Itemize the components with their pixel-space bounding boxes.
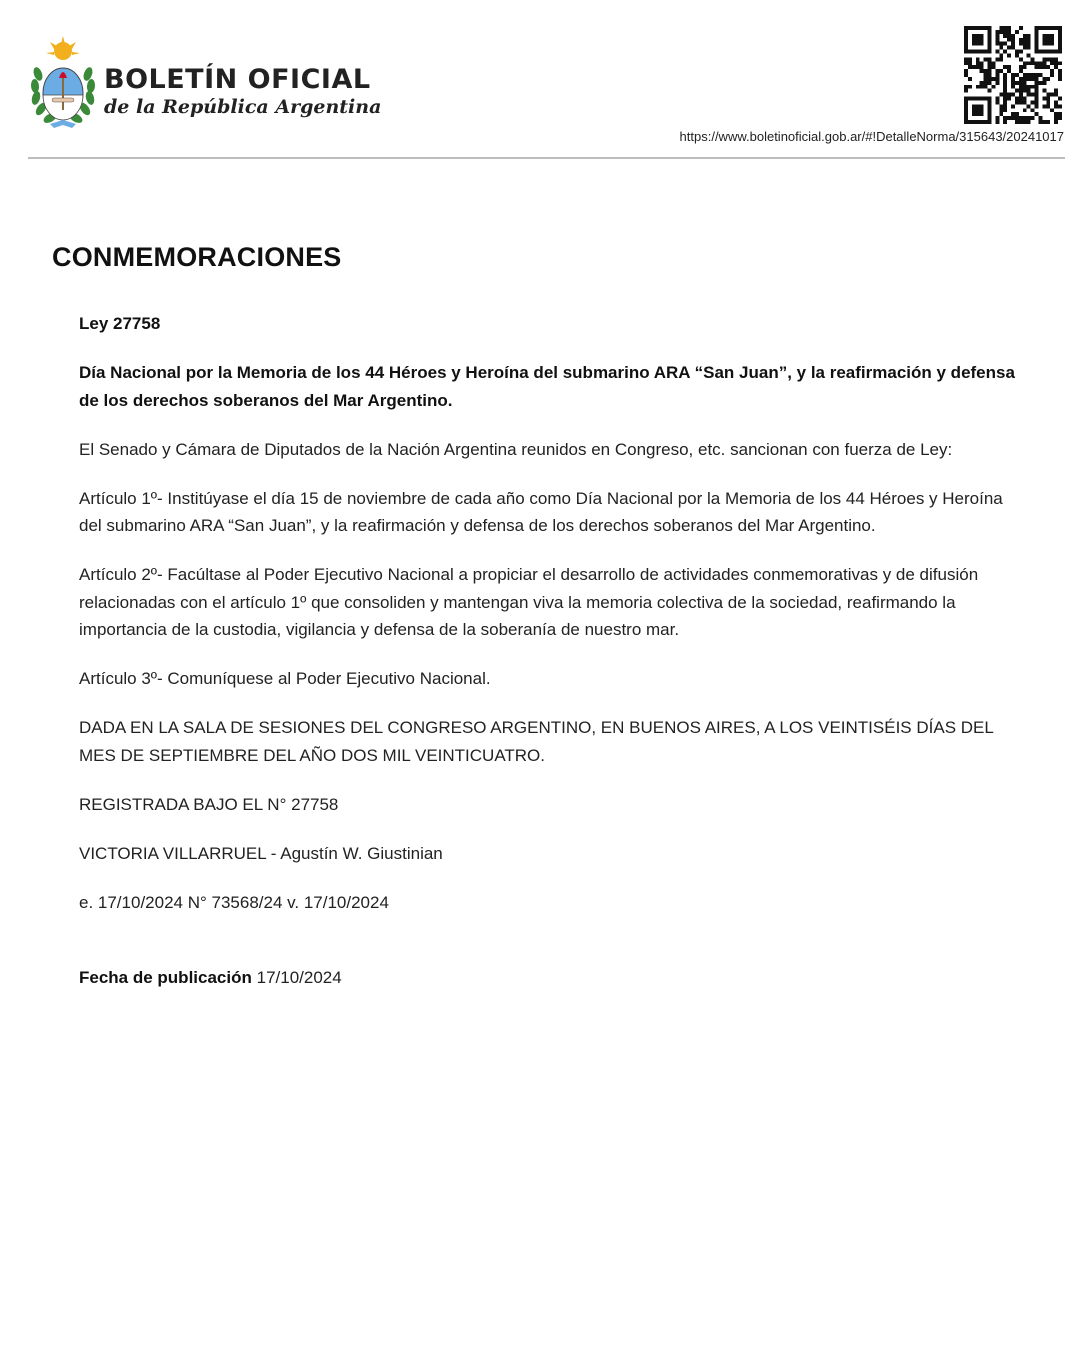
publication-date: 17/10/2024 xyxy=(256,968,342,987)
preamble: El Senado y Cámara de Diputados de la Nación Argentina reunidos en Congreso, etc. sancionan con fuerza de Ley: xyxy=(79,439,953,459)
article-3: Artículo 3º- Comuníquese al Poder Ejecutivo Nacional. xyxy=(79,669,491,688)
given-clause: DADA EN LA SALA DE SESIONES DEL CONGRESO ARGENTINO, EN BUENOS AIRES, A LOS VEINTISÉIS DÍAS DEL MES DE SEPTIEMBRE DEL AÑO DOS MIL VEINTICUATRO. xyxy=(79,718,994,765)
edition-line: e. 17/10/2024 N° 73568/24 v. 17/10/2024 xyxy=(79,892,389,912)
argentina-coat-of-arms-icon xyxy=(28,34,98,134)
document-url[interactable]: https://www.boletinoficial.gob.ar/#!DetalleNorma/315643/20241017 xyxy=(679,129,1064,144)
article-1: Artículo 1º- Institúyase el día 15 de noviembre de cada año como Día Nacional por la Memoria de los 44 Héroes y Heroína del submarino ARA “San Juan”, y la reafirmación y defensa de los derechos soberanos del Mar Argentino. xyxy=(79,488,1003,535)
document-body xyxy=(79,310,1029,1013)
header-divider xyxy=(28,157,1065,159)
qr-code-icon[interactable] xyxy=(964,26,1062,124)
law-number: Ley 27758 xyxy=(79,314,161,333)
publication-label: Fecha de publicación xyxy=(79,968,252,987)
brand-title: BOLETÍN OFICIAL xyxy=(104,64,371,95)
brand-subtitle: de la República Argentina xyxy=(104,96,382,118)
signatories: VICTORIA VILLARRUEL - Agustín W. Giustinian xyxy=(79,843,443,863)
section-title: CONMEMORACIONES xyxy=(52,242,342,272)
publication-date-line xyxy=(79,964,1029,992)
registered-line: REGISTRADA BAJO EL N° 27758 xyxy=(79,794,339,814)
article-2: Artículo 2º- Facúltase al Poder Ejecutivo Nacional a propiciar el desarrollo de actividades conmemorativas y de difusión relacionadas con el artículo 1º que consoliden y mantengan viva la memoria colectiva de la sociedad, reafirmando la importancia de la custodia, vigilancia y defensa de la soberanía de nuestro mar. xyxy=(79,565,979,639)
law-title: Día Nacional por la Memoria de los 44 Héroes y Heroína del submarino ARA “San Juan”, y la reafirmación y defensa de los derechos soberanos del Mar Argentino. xyxy=(79,363,1015,410)
document-header xyxy=(0,0,1080,160)
